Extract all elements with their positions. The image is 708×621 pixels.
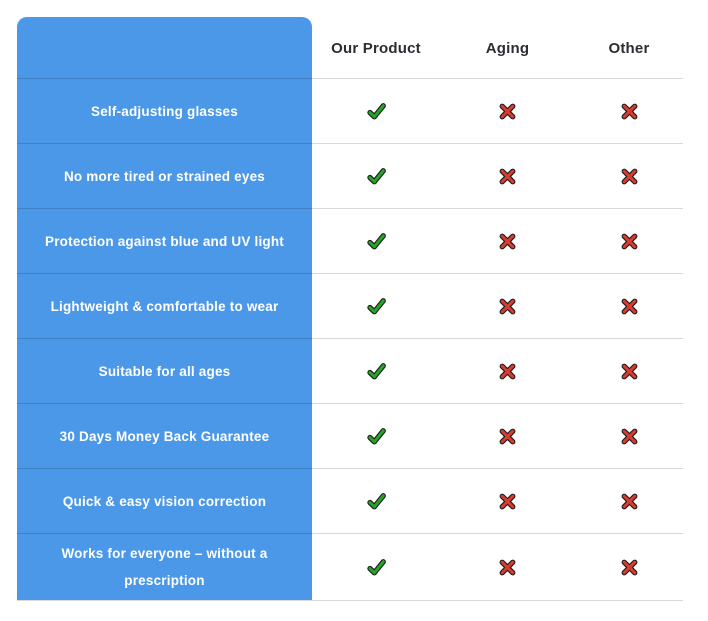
cross-icon [620,167,639,186]
value-cell [575,209,683,274]
feature-label: Works for everyone – without a prescription [17,534,312,600]
cross-icon [498,362,517,381]
value-cell [312,144,440,209]
value-cell [312,469,440,534]
column-header-aging: Aging [485,39,530,57]
table-row [17,469,683,534]
check-icon [367,232,386,251]
value-cell [312,339,440,404]
feature-label: Self-adjusting glasses [17,79,312,144]
value-cell [440,534,575,600]
check-icon [367,362,386,381]
cross-icon [498,167,517,186]
check-icon [367,167,386,186]
cross-icon [620,558,639,577]
column-header-other: Other [608,39,650,57]
value-cell [312,274,440,339]
value-cell [575,144,683,209]
value-cell [312,404,440,469]
value-cell [440,79,575,144]
value-cell [440,404,575,469]
feature-label: No more tired or strained eyes [17,144,312,209]
table-row [17,404,683,469]
feature-label: Quick & easy vision correction [17,469,312,534]
feature-column-header [17,17,312,79]
table-row [17,534,683,600]
check-icon [367,492,386,511]
cross-icon [620,232,639,251]
value-cell [575,274,683,339]
cross-icon [620,362,639,381]
value-cell [440,144,575,209]
value-cell [312,209,440,274]
value-cell [312,79,440,144]
check-icon [367,102,386,121]
table-row [17,79,683,144]
cross-icon [498,102,517,121]
table-row [17,144,683,209]
cross-icon [498,558,517,577]
cross-icon [620,102,639,121]
value-cell [575,534,683,600]
cross-icon [498,297,517,316]
value-cell [575,469,683,534]
feature-label: Suitable for all ages [17,339,312,404]
value-cell [575,339,683,404]
cross-icon [620,492,639,511]
header-row [17,17,683,79]
value-cell [440,469,575,534]
table-row [17,274,683,339]
cross-icon [620,427,639,446]
value-cell [575,79,683,144]
cross-icon [498,427,517,446]
value-cell [440,339,575,404]
column-header-our-product: Our Product [331,39,421,57]
cross-icon [498,492,517,511]
feature-label: Protection against blue and UV light [17,209,312,274]
check-icon [367,297,386,316]
table-row [17,209,683,274]
value-cell [440,209,575,274]
cross-icon [620,297,639,316]
table-row [17,339,683,404]
cross-icon [498,232,517,251]
value-cell [312,534,440,600]
check-icon [367,427,386,446]
feature-label: Lightweight & comfortable to wear [17,274,312,339]
value-cell [440,274,575,339]
value-cell [575,404,683,469]
feature-label: 30 Days Money Back Guarantee [17,404,312,469]
comparison-table [17,17,683,601]
check-icon [367,558,386,577]
